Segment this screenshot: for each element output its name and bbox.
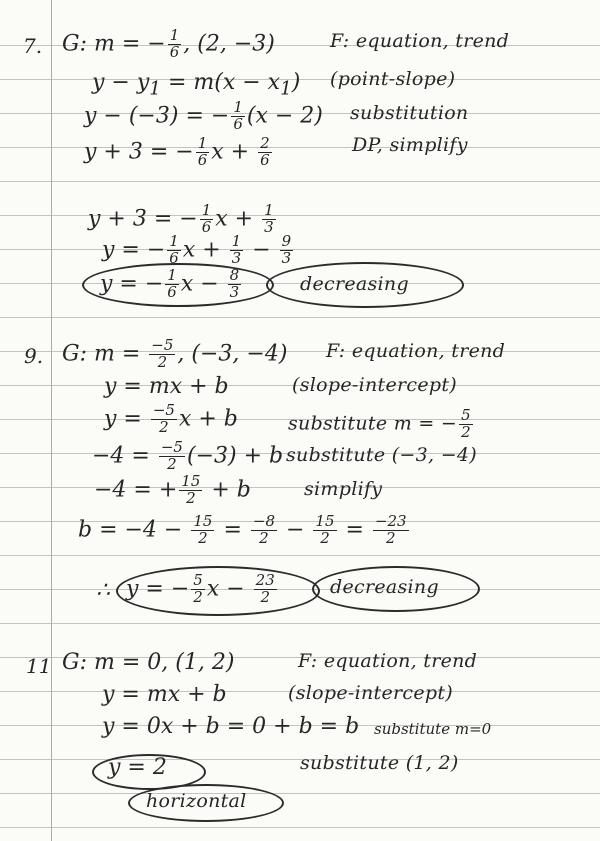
problem-9-step-1-note: (slope-intercept) — [292, 374, 457, 396]
problem-9-answer: y = − $\frac{5}{2}$ x − $\frac{23}{2}$ — [126, 571, 275, 606]
problem-11-answer: y = 2 — [108, 755, 167, 780]
problem-7-step-1-note: (point-slope) — [330, 68, 456, 90]
problem-11-number: 11 — [26, 654, 52, 678]
problem-9-step-4: −4 = + $\frac{15}{2}$ + b — [94, 472, 251, 507]
problem-7-step-2-note: substitution — [350, 102, 469, 124]
problem-7-step-4: y + 3 = − $\frac{1}{6}$ x + $\frac{1}{3}$ — [88, 201, 274, 236]
problem-7-step-3: y + 3 = − $\frac{1}{6}$ x + $\frac{2}{6}$ — [84, 134, 270, 169]
problem-7-number: 7. — [23, 34, 43, 58]
problem-9-number: 9. — [24, 344, 44, 368]
problem-11-step-1-note: (slope-intercept) — [288, 682, 453, 704]
problem-7-step-3-note: DP, simplify — [352, 134, 468, 156]
problem-11-find: F: equation, trend — [298, 650, 478, 672]
problem-7-step-5: y = − $\frac{1}{6}$ x + $\frac{1}{3}$ − $\frac{9}{3}$ — [102, 232, 292, 267]
margin-line — [51, 0, 52, 841]
problem-9-step-5: b = −4 − $\frac{15}{2}$ = $\frac{-8}{2}$ − $\frac{15}{2}$ = $\frac{-23}{2}$ — [78, 512, 407, 547]
problem-9-step-3-note: substitute (−3, −4) — [286, 444, 478, 466]
problem-7-trend: decreasing — [300, 273, 409, 295]
problem-9-step-4-note: simplify — [304, 478, 383, 500]
problem-11-step-2: y = 0x + b = 0 + b = b — [102, 714, 360, 739]
problem-9-step-3: −4 = $\frac{-5}{2}$ (−3) + b — [92, 438, 284, 473]
problem-7-given: G: m = − $\frac{1}{6}$ , (2, −3) — [62, 26, 275, 61]
problem-7-find: F: equation, trend — [330, 30, 510, 52]
problem-11-trend: horizontal — [146, 790, 247, 812]
problem-7-answer: y = − $\frac{1}{6}$ x − $\frac{8}{3}$ — [100, 266, 240, 301]
therefore-symbol: ∴ — [96, 578, 110, 603]
problem-11-given: G: m = 0, (1, 2) — [62, 650, 235, 675]
problem-11-step-1: y = mx + b — [102, 682, 227, 707]
problem-9-step-2: y = $\frac{-5}{2}$ x + b — [104, 401, 238, 436]
problem-9-trend: decreasing — [330, 576, 439, 598]
problem-11-step-2-note: substitute m=0 — [374, 720, 492, 738]
problem-7-step-2: y − (−3) = − $\frac{1}{6}$ (x − 2) — [84, 98, 323, 133]
problem-9-find: F: equation, trend — [326, 340, 506, 362]
problem-9-step-2-note: substitute m = − $\frac{5}{2}$ — [288, 406, 471, 441]
problem-7-step-1: $y - y_1 = m(x - x_1)$ — [92, 70, 301, 100]
problem-9-step-1: y = mx + b — [104, 374, 229, 399]
problem-11-answer-note: substitute (1, 2) — [300, 752, 459, 774]
problem-9-given: G: m = $\frac{-5}{2}$ , (−3, −4) — [62, 336, 288, 371]
